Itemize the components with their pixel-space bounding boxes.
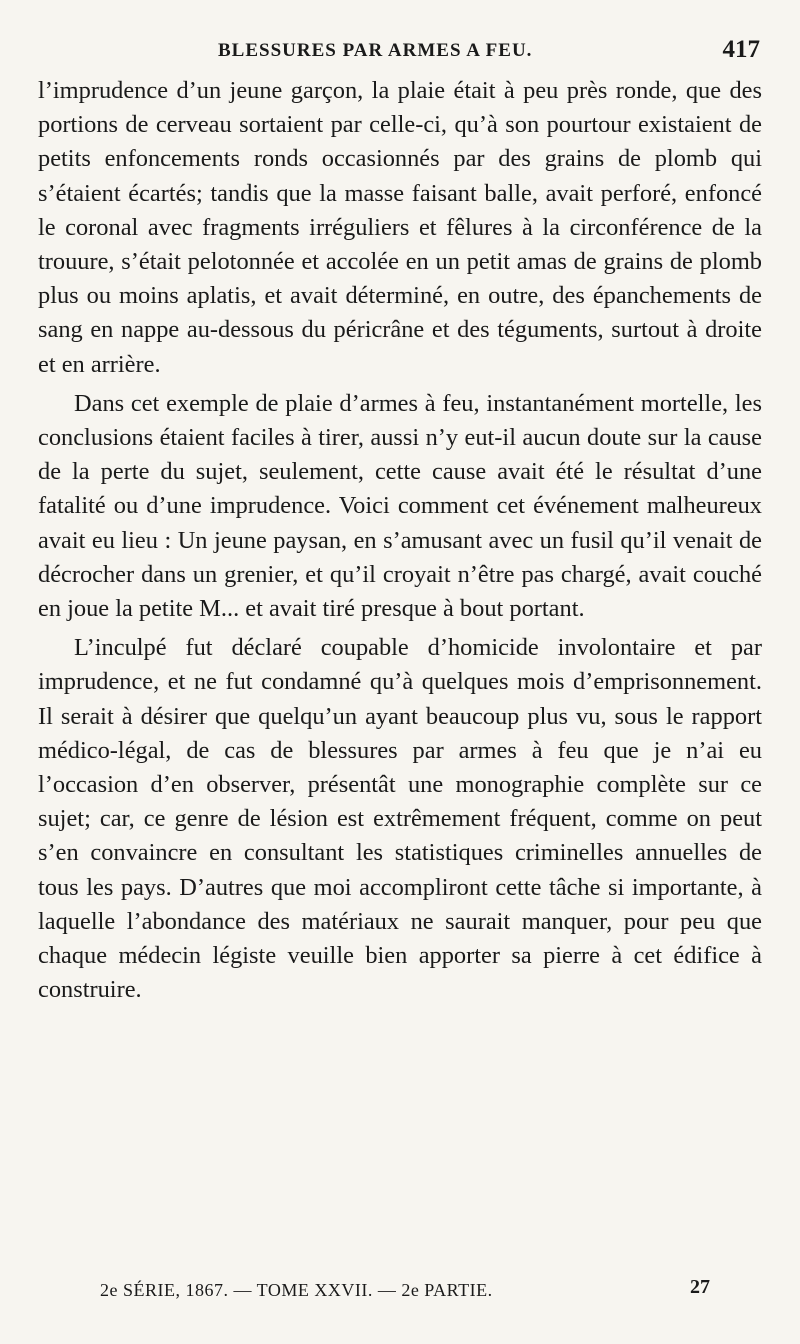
signature-mark: 27 [690, 1276, 710, 1298]
page-number: 417 [722, 36, 760, 63]
running-title: BLESSURES PAR ARMES A FEU. [218, 40, 533, 61]
paragraph: L’inculpé fut déclaré coupable d’homicide involontaire et par imprudence, et ne fut condamné qu’à quelques mois d’emprisonnement. Il serait à désirer que quelqu’un ayant beaucoup plus vu, sous le rapport médico-légal, de cas de blessures par armes à feu que je n’ai eu l’occasion d’en observer, présentât une monographie complète sur ce sujet; car, ce genre de lésion est extrêmement fréquent, comme on peut s’en convaincre en consultant les statistiques criminelles annuelles de tous les pays. D’autres que moi accompliront cette tâche si importante, à laquelle l’abondance des matériaux ne saurait manquer, pour peu que chaque médecin légiste veuille bien apporter sa pierre à cet édifice à construire. [38, 634, 762, 1004]
paragraph: Dans cet exemple de plaie d’armes à feu, instantanément mortelle, les conclusions étaient faciles à tirer, aussi n’y eut-il aucun doute sur la cause de la perte du sujet, seulement, cette cause avait été le résultat d’une fatalité ou d’une imprudence. Voici comment cet événement malheureux avait eu lieu : Un jeune paysan, en s’amusant avec un fusil qu’il venait de décrocher dans un grenier, et qu’il croyait n’être pas chargé, avait couché en joue la petite M... et avait tiré presque à bout portant. [38, 389, 762, 623]
running-head [38, 36, 760, 70]
paragraph-continued: l’imprudence d’un jeune garçon, la plaie était à peu près ronde, que des portions de cerveau sortaient par celle-ci, qu’à son pourtour existaient de petits enfoncements ronds occasionnés par des grains de plomb qui s’étaient écartés; tandis que la masse faisant balle, avait perforé, enfoncé le coronal avec fragments irréguliers et fêlures à la circonférence de la trouure, s’était pelotonnée et accolée en un petit amas de grains de plomb plus ou moins aplatis, et avait déterminé, en outre, des épanchements de sang en nappe au-dessous du péricrâne et des téguments, surtout à droite et en arrière. [38, 77, 762, 378]
series-line: 2e SÉRIE, 1867. — TOME XXVII. — 2e PARTIE. [100, 1280, 493, 1300]
body-text [38, 74, 762, 1012]
page-footer [100, 1276, 710, 1306]
